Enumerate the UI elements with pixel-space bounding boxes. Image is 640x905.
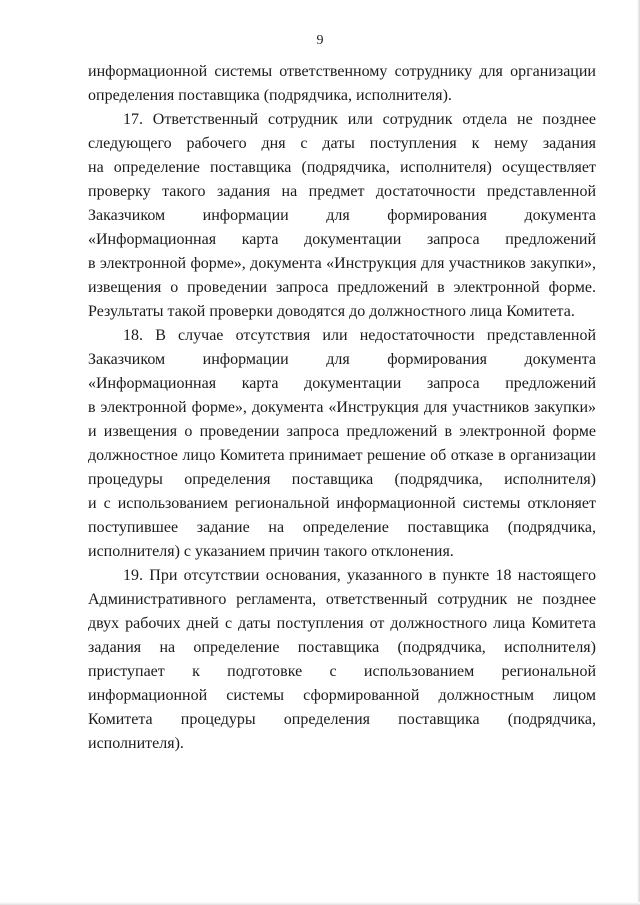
text-line: Результаты такой проверки доводятся до должностного лица Комитета.	[88, 303, 575, 320]
text-line: извещения о проведении запроса предложений в электронной форме.	[88, 279, 596, 296]
text-line: исполнителя).	[88, 735, 184, 752]
text-line: процедуры определения поставщика (подрядчика, исполнителя)	[88, 471, 596, 488]
text-line: следующего рабочего дня с даты поступления к нему задания	[88, 135, 596, 152]
page-number: 9	[316, 33, 324, 48]
text-line: задания на определение поставщика (подрядчика, исполнителя)	[88, 639, 596, 656]
text-line: приступает к подготовке с использованием региональной	[88, 663, 596, 680]
text-line: на определение поставщика (подрядчика, исполнителя) осуществляет	[88, 159, 596, 176]
text-line: проверку такого задания на предмет достаточности представленной	[88, 183, 596, 200]
text-line: Заказчиком информации для формирования документа	[88, 351, 596, 368]
paragraph-19	[88, 564, 596, 756]
text-line: и извещения о проведении запроса предложений в электронной форме	[88, 423, 596, 440]
paragraph-18	[88, 324, 596, 564]
text-line: Административного регламента, ответственный сотрудник не позднее	[88, 591, 596, 608]
text-line: «Информационная карта документации запроса предложений	[88, 231, 596, 248]
text-line: 18. В случае отсутствия или недостаточности представленной	[123, 327, 596, 344]
text-line: 19. При отсутствии основания, указанного в пункте 18 настоящего	[123, 567, 596, 584]
text-line: двух рабочих дней с даты поступления от должностного лица Комитета	[88, 615, 596, 632]
text-line: должностное лицо Комитета принимает решение об отказе в организации	[88, 447, 596, 464]
text-line: определения поставщика (подрядчика, исполнителя).	[88, 87, 452, 104]
document-body	[88, 60, 596, 756]
text-line: исполнителя) с указанием причин такого отклонения.	[88, 543, 454, 560]
text-line: Заказчиком информации для формирования документа	[88, 207, 596, 224]
text-line: информационной системы сформированной должностным лицом	[88, 687, 596, 704]
text-line: в электронной форме», документа «Инструкция для участников закупки»,	[88, 255, 596, 272]
text-line: поступившее задание на определение поставщика (подрядчика,	[88, 519, 596, 536]
text-line: 17. Ответственный сотрудник или сотрудник отдела не позднее	[123, 111, 596, 128]
text-line: в электронной форме», документа «Инструкция для участников закупки»	[88, 399, 596, 416]
text-line: Комитета процедуры определения поставщика (подрядчика,	[88, 711, 596, 728]
intro-paragraph	[88, 60, 596, 108]
text-line: «Информационная карта документации запроса предложений	[88, 375, 596, 392]
text-line: и с использованием региональной информационной системы отклоняет	[88, 495, 596, 512]
paragraph-17	[88, 108, 596, 324]
text-line: информационной системы ответственному сотруднику для организации	[88, 63, 596, 80]
